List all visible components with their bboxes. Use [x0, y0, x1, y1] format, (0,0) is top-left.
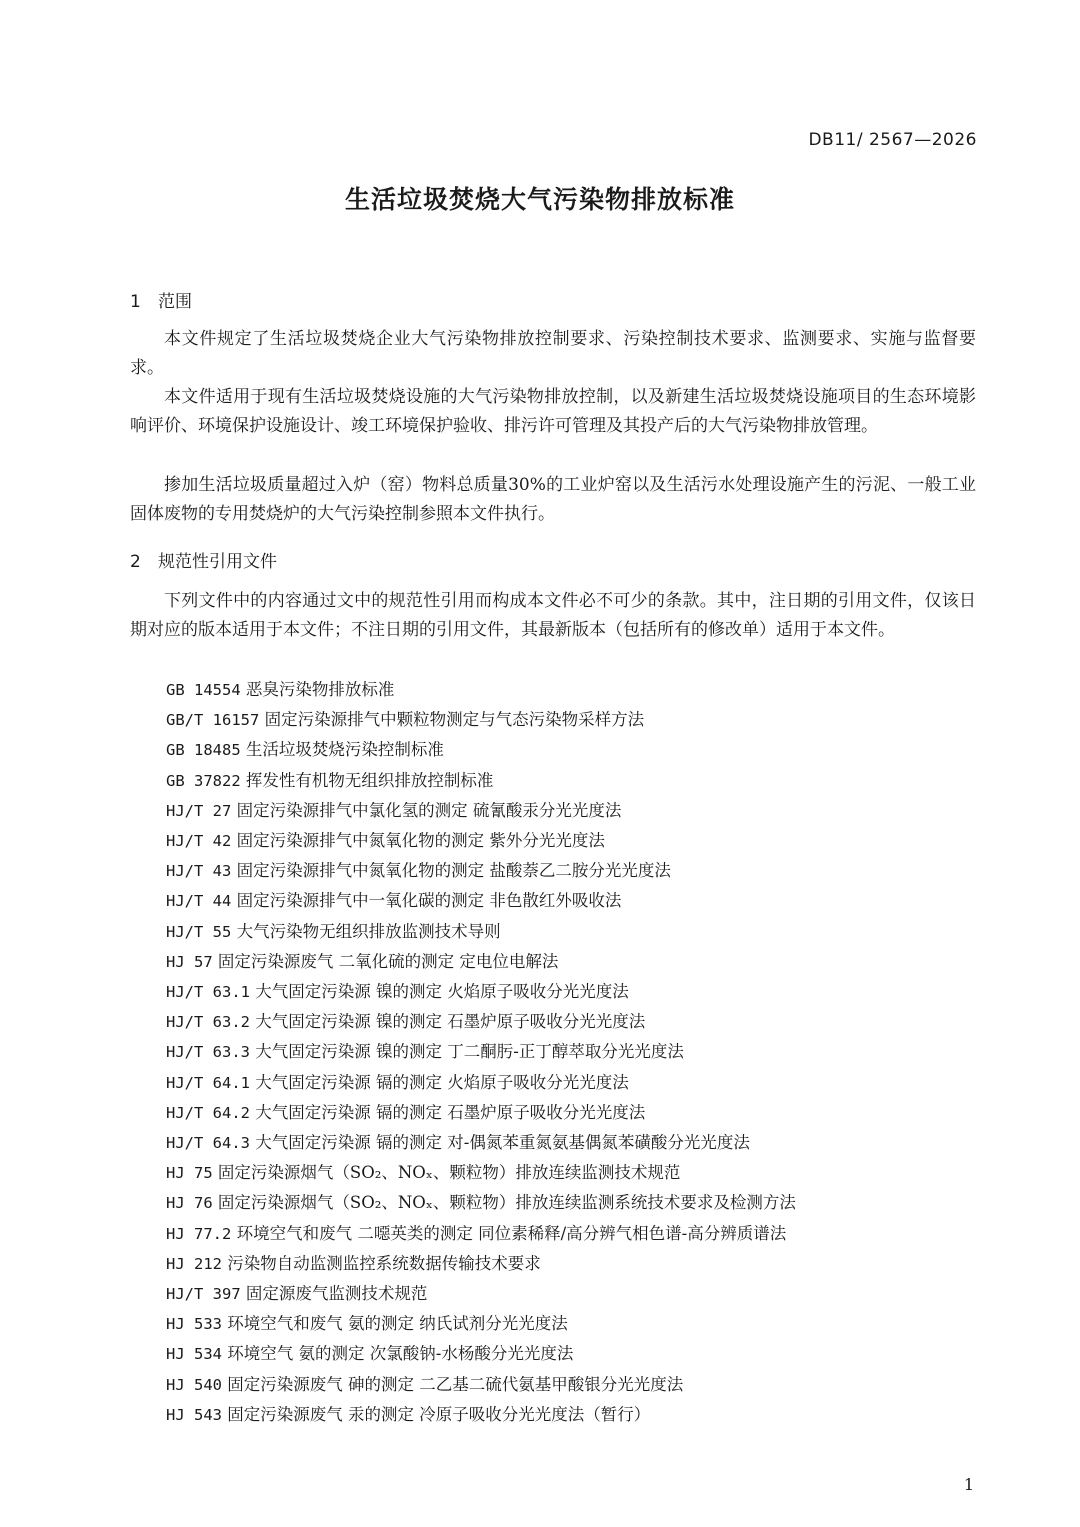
reference-title: 生活垃圾焚烧污染控制标准: [245, 740, 444, 760]
reference-code: HJ 533: [166, 1315, 222, 1334]
reference-title: 大气固定污染源 镉的测定 火焰原子吸收分光光度法: [255, 1072, 629, 1092]
section-2-number: 2: [130, 552, 141, 572]
reference-item: [166, 675, 796, 705]
reference-title: 固定污染源烟气（SO₂、NOₓ、颗粒物）排放连续监测系统技术要求及检测方法: [217, 1193, 796, 1213]
reference-code: HJ/T 44: [166, 892, 232, 911]
reference-code: GB 37822: [166, 771, 241, 790]
reference-title: 固定源废气监测技术规范: [245, 1284, 428, 1304]
reference-code: HJ/T 55: [166, 922, 232, 941]
reference-code: HJ 77.2: [166, 1224, 232, 1243]
reference-code: GB 18485: [166, 741, 241, 760]
reference-code: HJ/T 42: [166, 832, 232, 851]
reference-item: [166, 1339, 796, 1369]
reference-list: [166, 675, 796, 1430]
reference-title: 环境空气 氨的测定 次氯酸钠-水杨酸分光光度法: [227, 1344, 574, 1364]
reference-title: 大气固定污染源 镍的测定 火焰原子吸收分光光度法: [255, 982, 629, 1002]
reference-item: [166, 917, 796, 947]
reference-item: [166, 1279, 796, 1309]
reference-item: [166, 705, 796, 735]
reference-title: 大气固定污染源 镉的测定 对-偶氮苯重氮氨基偶氮苯磺酸分光光度法: [255, 1133, 750, 1153]
reference-item: [166, 947, 796, 977]
reference-title: 固定污染源排气中氯化氢的测定 硫氰酸汞分光光度法: [236, 800, 622, 820]
reference-code: HJ/T 64.2: [166, 1103, 250, 1122]
section-2-title: 规范性引用文件: [158, 552, 277, 572]
reference-code: HJ 543: [166, 1405, 222, 1424]
reference-item: [166, 1158, 796, 1188]
reference-item: [166, 977, 796, 1007]
reference-title: 大气固定污染源 镍的测定 石墨炉原子吸收分光光度法: [255, 1012, 646, 1032]
reference-code: HJ 540: [166, 1375, 222, 1394]
reference-title: 大气固定污染源 镍的测定 丁二酮肟-正丁醇萃取分光光度法: [255, 1042, 684, 1062]
reference-code: HJ/T 397: [166, 1285, 241, 1304]
reference-code: HJ/T 27: [166, 801, 232, 820]
reference-code: HJ 76: [166, 1194, 213, 1213]
reference-title: 大气污染物无组织排放监测技术导则: [236, 921, 501, 941]
reference-code: HJ 534: [166, 1345, 222, 1364]
section-2-heading: [130, 547, 277, 572]
reference-code: HJ 57: [166, 952, 213, 971]
reference-item: [166, 1219, 796, 1249]
section-1-paragraph-1: 本文件规定了生活垃圾焚烧企业大气污染物排放控制要求、污染控制技术要求、监测要求、实施与监督要求。: [130, 329, 976, 378]
reference-code: HJ/T 43: [166, 862, 232, 881]
reference-title: 固定污染源排气中一氧化碳的测定 非色散红外吸收法: [236, 891, 622, 911]
section-1-heading: [130, 287, 192, 312]
reference-item: [166, 1128, 796, 1158]
reference-code: HJ/T 63.2: [166, 1013, 250, 1032]
reference-item: [166, 735, 796, 765]
reference-title: 固定污染源排气中氮氧化物的测定 紫外分光光度法: [236, 831, 605, 851]
reference-item: [166, 1249, 796, 1279]
reference-code: HJ 212: [166, 1254, 222, 1273]
section-1-paragraph-2: 本文件适用于现有生活垃圾焚烧设施的大气污染物排放控制，以及新建生活垃圾焚烧设施项目的生态环境影响评价、环境保护设施设计、竣工环境保护验收、排污许可管理及其投产后的大气污染物排放管理。: [130, 387, 976, 436]
reference-item: [166, 766, 796, 796]
reference-title: 环境空气和废气 氨的测定 纳氏试剂分光光度法: [227, 1314, 568, 1334]
reference-code: HJ/T 64.3: [166, 1134, 250, 1153]
reference-item: [166, 856, 796, 886]
reference-code: GB 14554: [166, 681, 241, 699]
section-1-paragraph-3: 掺加生活垃圾质量超过入炉（窑）物料总质量30%的工业炉窑以及生活污水处理设施产生的污泥、一般工业固体废物的专用焚烧炉的大气污染控制参照本文件执行。: [130, 475, 976, 524]
reference-code: GB/T 16157: [166, 711, 260, 730]
reference-item: [166, 1098, 796, 1128]
section-2-intro: 下列文件中的内容通过文中的规范性引用而构成本文件必不可少的条款。其中，注日期的引用文件，仅该日期对应的版本适用于本文件；不注日期的引用文件，其最新版本（包括所有的修改单）适用于本文件。: [130, 591, 976, 640]
page-number: 1: [963, 1475, 974, 1494]
section-1-number: 1: [130, 292, 141, 312]
reference-code: HJ/T 64.1: [166, 1073, 250, 1092]
section-1-title: 范围: [158, 292, 192, 312]
reference-item: [166, 1400, 796, 1430]
reference-title: 固定污染源废气 二氧化硫的测定 定电位电解法: [217, 951, 559, 971]
reference-item: [166, 826, 796, 856]
reference-title: 污染物自动监测监控系统数据传输技术要求: [227, 1253, 541, 1273]
reference-title: 固定污染源烟气（SO₂、NOₓ、颗粒物）排放连续监测技术规范: [217, 1163, 681, 1183]
reference-item: [166, 1037, 796, 1067]
reference-title: 恶臭污染物排放标准: [245, 680, 395, 699]
reference-code: HJ 75: [166, 1164, 213, 1183]
reference-item: [166, 1007, 796, 1037]
document-title: 生活垃圾焚烧大气污染物排放标准: [344, 185, 735, 214]
reference-title: 大气固定污染源 镉的测定 石墨炉原子吸收分光光度法: [255, 1102, 646, 1122]
reference-title: 固定污染源废气 汞的测定 冷原子吸收分光光度法（暂行）: [227, 1404, 651, 1424]
reference-item: [166, 1309, 796, 1339]
reference-item: [166, 1188, 796, 1218]
reference-item: [166, 1068, 796, 1098]
reference-item: [166, 1370, 796, 1400]
reference-title: 挥发性有机物无组织排放控制标准: [245, 770, 494, 790]
reference-title: 固定污染源废气 砷的测定 二乙基二硫代氨基甲酸银分光光度法: [227, 1374, 684, 1394]
reference-title: 固定污染源排气中颗粒物测定与气态污染物采样方法: [264, 710, 645, 730]
reference-item: [166, 796, 796, 826]
reference-code: HJ/T 63.1: [166, 983, 250, 1002]
reference-title: 环境空气和废气 二噁英类的测定 同位素稀释/高分辨气相色谱-高分辨质谱法: [236, 1223, 787, 1243]
document-code: DB11/ 2567—2026: [808, 130, 977, 150]
reference-title: 固定污染源排气中氮氧化物的测定 盐酸萘乙二胺分光光度法: [236, 861, 671, 881]
reference-code: HJ/T 63.3: [166, 1043, 250, 1062]
reference-item: [166, 886, 796, 916]
